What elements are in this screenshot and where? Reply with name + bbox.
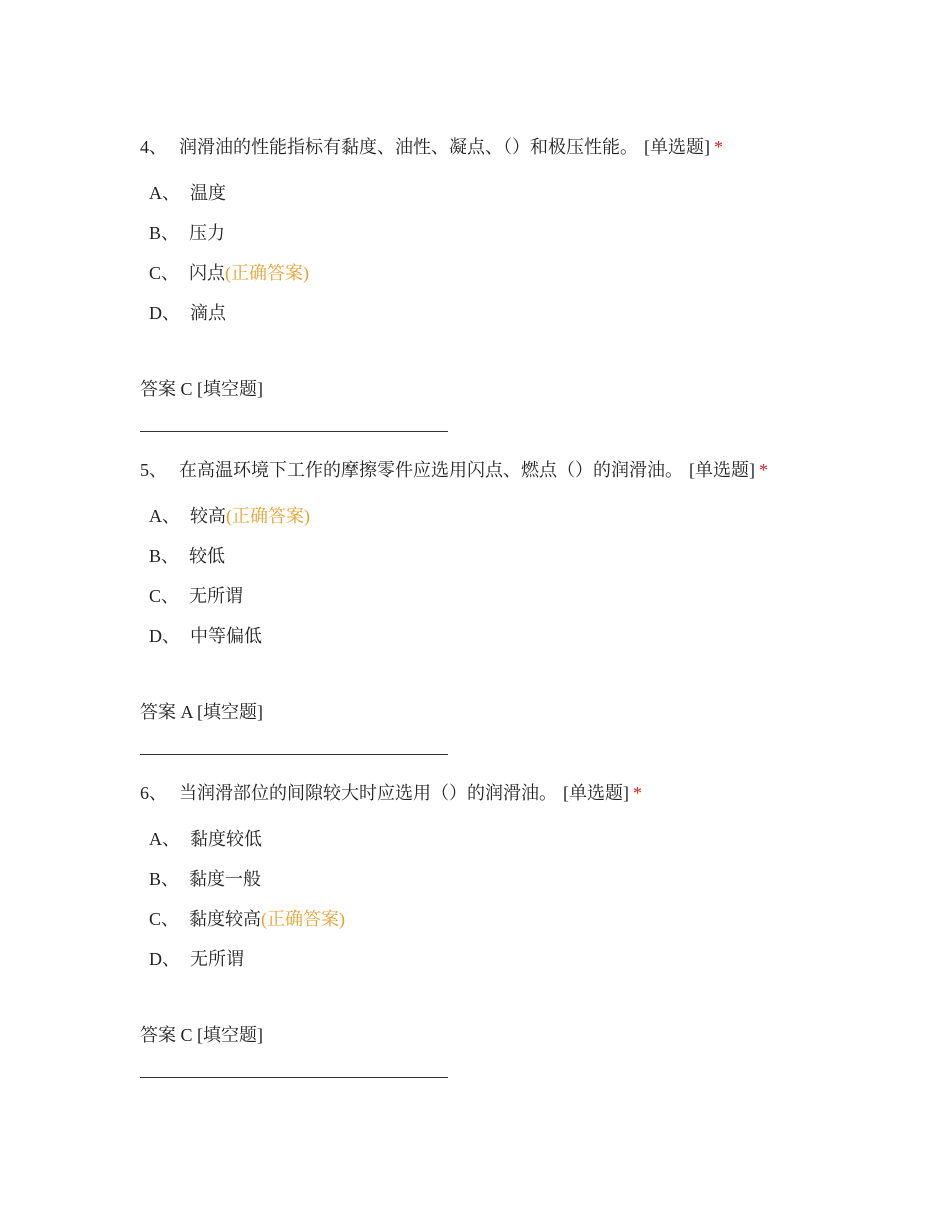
option-text: 无所谓 — [190, 949, 244, 969]
question-number: 6、 — [140, 783, 167, 803]
question-text: 润滑油的性能指标有黏度、油性、凝点、（）和极压性能。 — [179, 137, 638, 157]
question-title — [140, 135, 723, 159]
answer-label: 答案 A [填空题] — [140, 702, 263, 722]
option-d[interactable] — [149, 947, 244, 971]
option-letter: B、 — [149, 223, 180, 243]
option-text: 较高 — [190, 506, 226, 526]
correct-answer-tag: (正确答案) — [226, 506, 310, 526]
option-letter: D、 — [149, 949, 180, 969]
answer-label: 答案 C [填空题] — [140, 1025, 263, 1045]
option-letter: C、 — [149, 909, 180, 929]
option-a[interactable] — [149, 504, 310, 528]
required-mark: * — [759, 460, 768, 480]
option-letter: A、 — [149, 183, 180, 203]
option-text: 无所谓 — [189, 586, 244, 606]
option-text: 黏度一般 — [189, 869, 262, 889]
question-title — [140, 781, 642, 805]
question-type-label: [单选题] — [644, 137, 710, 157]
option-c[interactable] — [149, 261, 309, 285]
answer-blank-line[interactable] — [140, 754, 448, 755]
option-c[interactable] — [149, 907, 345, 931]
option-text: 黏度较高 — [189, 909, 262, 929]
option-letter: B、 — [149, 869, 180, 889]
answer-label: 答案 C [填空题] — [140, 379, 263, 399]
question-type-label: [单选题] — [689, 460, 755, 480]
option-text: 较低 — [189, 546, 226, 566]
option-letter: A、 — [149, 506, 180, 526]
question-title — [140, 458, 768, 482]
option-text: 闪点 — [189, 263, 226, 283]
required-mark: * — [633, 783, 642, 803]
option-d[interactable] — [149, 301, 226, 325]
required-mark: * — [714, 137, 723, 157]
correct-answer-tag: (正确答案) — [261, 909, 346, 929]
answer-blank-line[interactable] — [140, 431, 448, 432]
option-text: 压力 — [189, 223, 226, 243]
option-letter: A、 — [149, 829, 180, 849]
question-text: 在高温环境下工作的摩擦零件应选用闪点、燃点（）的润滑油。 — [179, 460, 683, 480]
option-letter: C、 — [149, 263, 180, 283]
option-letter: C、 — [149, 586, 180, 606]
option-text: 滴点 — [190, 303, 226, 323]
option-b[interactable] — [149, 867, 261, 891]
option-d[interactable] — [149, 624, 262, 648]
option-letter: D、 — [149, 303, 180, 323]
option-a[interactable] — [149, 181, 226, 205]
option-b[interactable] — [149, 221, 225, 245]
option-text: 中等偏低 — [190, 626, 262, 646]
answer-blank-line[interactable] — [140, 1077, 448, 1078]
correct-answer-tag: (正确答案) — [225, 263, 310, 283]
option-text: 黏度较低 — [190, 829, 262, 849]
question-type-label: [单选题] — [563, 783, 629, 803]
option-letter: D、 — [149, 626, 180, 646]
option-letter: B、 — [149, 546, 180, 566]
question-text: 当润滑部位的间隙较大时应选用（）的润滑油。 — [179, 783, 557, 803]
option-c[interactable] — [149, 584, 243, 608]
option-a[interactable] — [149, 827, 262, 851]
question-number: 5、 — [140, 460, 167, 480]
option-b[interactable] — [149, 544, 225, 568]
question-number: 4、 — [140, 137, 167, 157]
option-text: 温度 — [190, 183, 226, 203]
